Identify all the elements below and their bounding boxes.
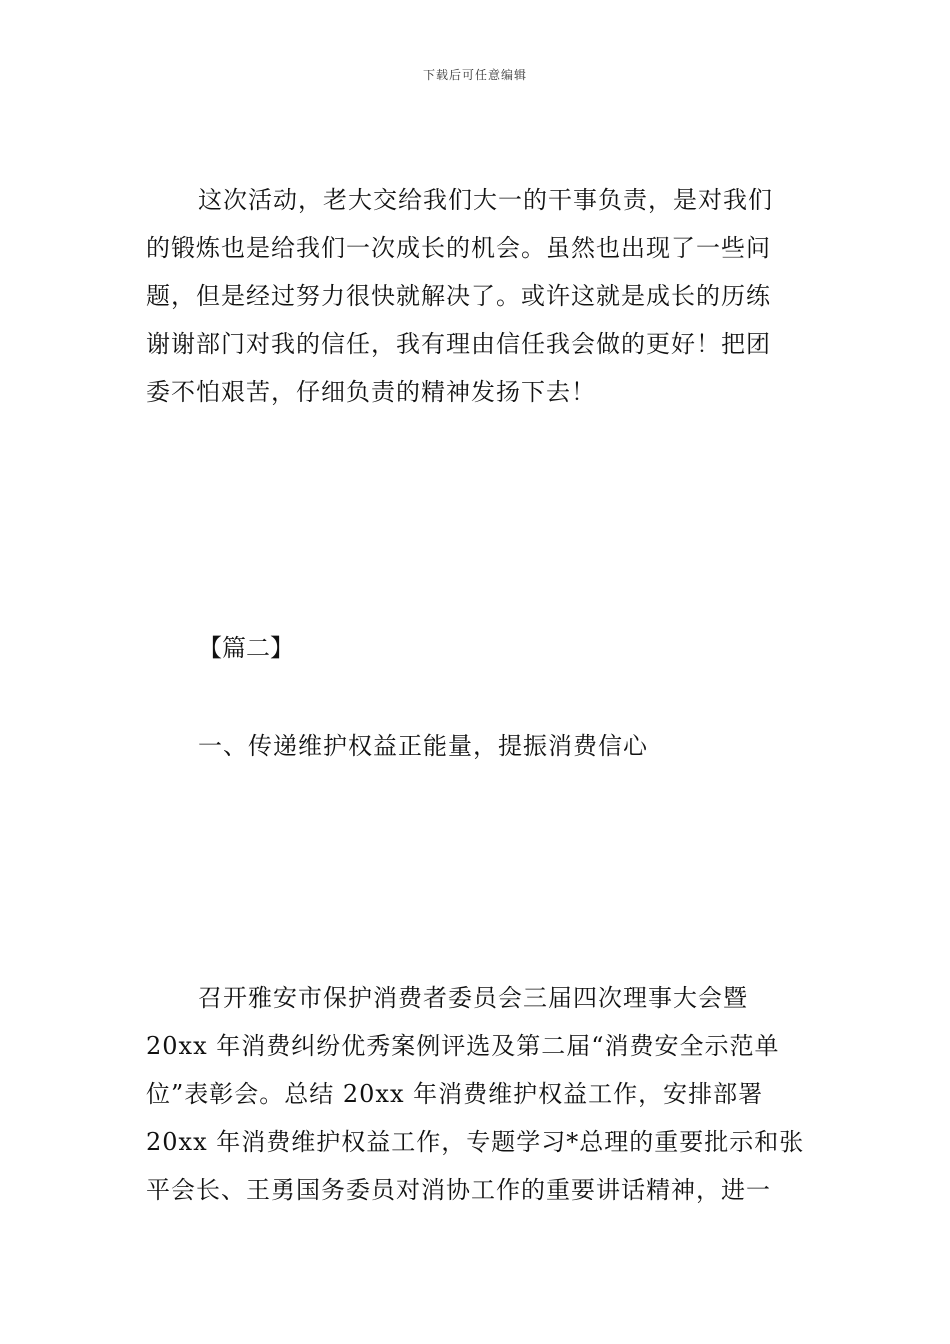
paragraph-activity-summary bbox=[146, 176, 806, 416]
header-note: 下载后可任意编辑 bbox=[422, 68, 527, 82]
paragraph-line: 20xx 年消费纠纷优秀案例评选及第二届“消费安全示范单 bbox=[146, 1032, 780, 1060]
paragraph-consumer-rights bbox=[146, 974, 806, 1214]
paragraph-line: 平会长、王勇国务委员对消协工作的重要讲话精神，进一 bbox=[146, 1176, 771, 1204]
paragraph-line: 召开雅安市保护消费者委员会三届四次理事大会暨 bbox=[198, 984, 748, 1012]
paragraph-line: 20xx 年消费维护权益工作，专题学习*总理的重要批示和张 bbox=[146, 1128, 805, 1156]
paragraph-line: 位”表彰会。总结 20xx 年消费维护权益工作，安排部署 bbox=[146, 1080, 764, 1108]
sub-heading: 一、传递维护权益正能量，提振消费信心 bbox=[198, 732, 648, 760]
paragraph-line: 谢谢部门对我的信任，我有理由信任我会做的更好！把团 bbox=[146, 330, 771, 358]
section-title: 【篇二】 bbox=[198, 634, 294, 662]
paragraph-line: 这次活动，老大交给我们大一的干事负责，是对我们 bbox=[198, 186, 773, 214]
paragraph-line: 题，但是经过努力很快就解决了。或许这就是成长的历练 bbox=[146, 282, 771, 310]
paragraph-line: 的锻炼也是给我们一次成长的机会。虽然也出现了一些问 bbox=[146, 234, 771, 262]
paragraph-line: 委不怕艰苦，仔细负责的精神发扬下去！ bbox=[146, 378, 596, 406]
